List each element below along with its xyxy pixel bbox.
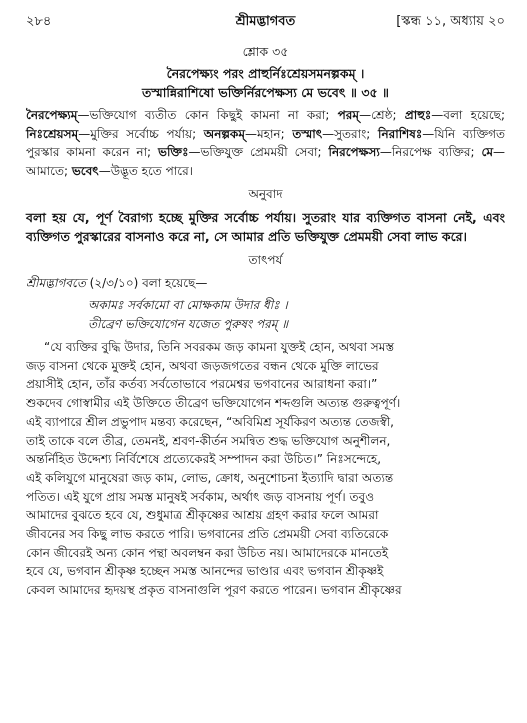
- purport-line: অন্তর্নিহিত উদ্দেশ্য নির্বিশেষে প্রত্যেকেরই সম্পাদন করা উচিত।” নিঃসন্দেহে,: [26, 452, 382, 467]
- purport-heading: তাৎপর্য: [248, 253, 283, 267]
- synonym-meaning: —বলা হয়েছে;: [431, 108, 505, 122]
- synonym-term: নিরপেক্ষস্য: [328, 145, 380, 159]
- chapter-reference: [স্কন্ধ ১১, অধ্যায় ২০: [396, 14, 505, 29]
- purport-line: “যে ব্যক্তির বুদ্ধি উদার, তিনি সবরকম জড় কামনা যুক্তই হোন, অথবা সমস্ত: [44, 340, 395, 354]
- synonym-term: পরম্: [337, 108, 360, 122]
- intro-text: (২/৩/১০) বলা হয়েছে—: [85, 276, 208, 290]
- synonym-meaning: —ভক্তিযুক্ত প্রেমময়ী সেবা;: [188, 145, 329, 159]
- shloka-label: শ্লোক ৩৫: [242, 44, 289, 59]
- synonym-term: মে: [481, 145, 493, 159]
- quoted-verse: [88, 296, 505, 334]
- purport-line: পতিত। এই যুগে প্রায় সমস্ত মানুষই সর্বকাম, অর্থাৎ জড় বাসনায় পূর্ণ। তবুও: [26, 489, 375, 504]
- book-title: শ্রীমদ্ভাগবত: [235, 14, 296, 29]
- synonym-meaning: —নিরপেক্ষ ব্যক্তির;: [379, 145, 482, 159]
- synonym-term: তস্মাৎ: [292, 126, 323, 141]
- purport-body: [26, 338, 505, 600]
- synonym-term: ভক্তিঃ: [158, 145, 189, 159]
- sanskrit-verse: [26, 64, 505, 102]
- synonym-meaning: —মহান;: [244, 126, 293, 141]
- page-number: ২৮৪: [26, 14, 52, 29]
- synonym-term: প্রাহুঃ: [404, 108, 432, 122]
- translation-text: বলা হয় যে, পূর্ণ বৈরাগ্য হচ্ছে মুক্তির সর্বোচ্চ পর্যায়। সুতরাং যার ব্যক্তিগত বাসনা নেই, এবং ব্যক্তিগত পুরস্কারের বাসনাও করে না, সে আমার প্রতি ভক্তিযুক্ত প্রেমময়ী সেবা লাভ করে।: [26, 210, 505, 244]
- purport-line: এই কলিযুগে মানুষেরা জড় কাম, লোভ, ক্রোধ, অনুশোচনা ইত্যাদি দ্বারা অত্যন্ত: [26, 470, 394, 485]
- synonym-meaning: —যিনি ব্যক্তিগত পুরস্কার কামনা করেন না;: [26, 126, 505, 159]
- synonym-meaning: —উদ্ভূত হতে পারে।: [98, 163, 193, 178]
- synonym-meaning: —ভক্তিযোগ ব্যতীত কোন কিছুই কামনা না করা;: [77, 108, 338, 122]
- purport-line: তাই তাকে বলে তীব্র, তেমনই, শ্রবণ-কীর্তন সমন্বিত শুদ্ধ ভক্তিযোগ অনুশীলন,: [26, 433, 391, 448]
- verse-line-1: নৈরপেক্ষ্যং পরং প্রাহুর্নিঃশ্রেয়সমনল্পকম্ ।: [166, 66, 365, 81]
- synonym-meaning: —শ্রেষ্ঠ;: [359, 108, 405, 122]
- purport-line: প্রয়াসীই হোন, তাঁর কর্তব্য সর্বতোভাবে পরমেশ্বর ভগবানের আরাধনা করা।”: [26, 377, 378, 392]
- source-title: শ্রীমদ্ভাগবতে: [26, 276, 86, 290]
- translation-heading: অনুবাদ: [248, 187, 283, 201]
- purport-line: হবে যে, ভগবান শ্রীকৃষ্ণ হচ্ছেন সমস্ত আনন্দের ভাণ্ডার এবং ভগবান শ্রীকৃষ্ণই: [26, 564, 384, 579]
- purport-line: শুকদেব গোস্বামীর এই উক্তিতে তীব্রেণ ভক্তিযোগেন শব্দগুলি অত্যন্ত গুরুত্বপূর্ণ।: [26, 396, 401, 411]
- purport-line: জড় বাসনা থেকে মুক্তই হোন, অথবা জড়জগতের বন্ধন থেকে মুক্তি লাভের: [26, 358, 379, 373]
- purport-line: জীবনের সব কিছু লাভ করতে পারি। ভগবানের প্রতি প্রেমময়ী সেবা ব্যতিরেকে: [26, 527, 389, 542]
- synonym-term: নৈরপেক্ষ্যম্: [26, 108, 78, 122]
- synonym-term: অনল্পকম্: [203, 126, 245, 141]
- purport-intro: [26, 274, 505, 292]
- synonym-meaning: —মুক্তির সর্বোচ্চ পর্যায়;: [78, 126, 204, 141]
- purport-line: আমাদের বুঝতে হবে যে, শুধুমাত্র শ্রীকৃষ্ণের আশ্রয় গ্রহণ করার ফলে আমরা: [26, 508, 379, 523]
- synonym-term: নিরাশিষঃ: [378, 126, 423, 141]
- word-for-word-synonyms: [26, 106, 505, 180]
- running-header: [26, 10, 505, 36]
- purport-line: কেবল আমাদের হৃদয়স্থ প্রকৃত বাসনাগুলি পূরণ করতে পারেন। ভগবান শ্রীকৃষ্ণের: [26, 583, 402, 598]
- verse-line-2: তস্মান্নিরাশিষো ভক্তির্নিরপেক্ষস্য মে ভবেৎ ॥ ৩৫ ॥: [142, 85, 389, 100]
- synonym-term: নিঃশ্রেয়সম্: [26, 126, 79, 141]
- synonym-meaning: —আমাতে;: [26, 145, 505, 178]
- quote-line-2: তীব্রেণ ভক্তিযোগেন যজেত পুরুষং পরম্ ॥: [88, 317, 289, 331]
- synonym-meaning: —সুতরাং;: [322, 126, 379, 141]
- purport-line: কোন জীবেরই অন্য কোন পন্থা অবলম্বন করা উচিত নয়। আমাদেরকে মানতেই: [26, 545, 389, 560]
- purport-line: এই ব্যাপারে শ্রীল প্রভুপাদ মন্তব্য করেছেন, “অবিমিশ্র সূর্যকিরণ অত্যন্ত তেজস্বী,: [26, 414, 394, 429]
- synonym-term: ভবেৎ: [71, 163, 99, 178]
- quote-line-1: অকামঃ সর্বকামো বা মোক্ষকাম উদার ধীঃ ।: [88, 298, 288, 312]
